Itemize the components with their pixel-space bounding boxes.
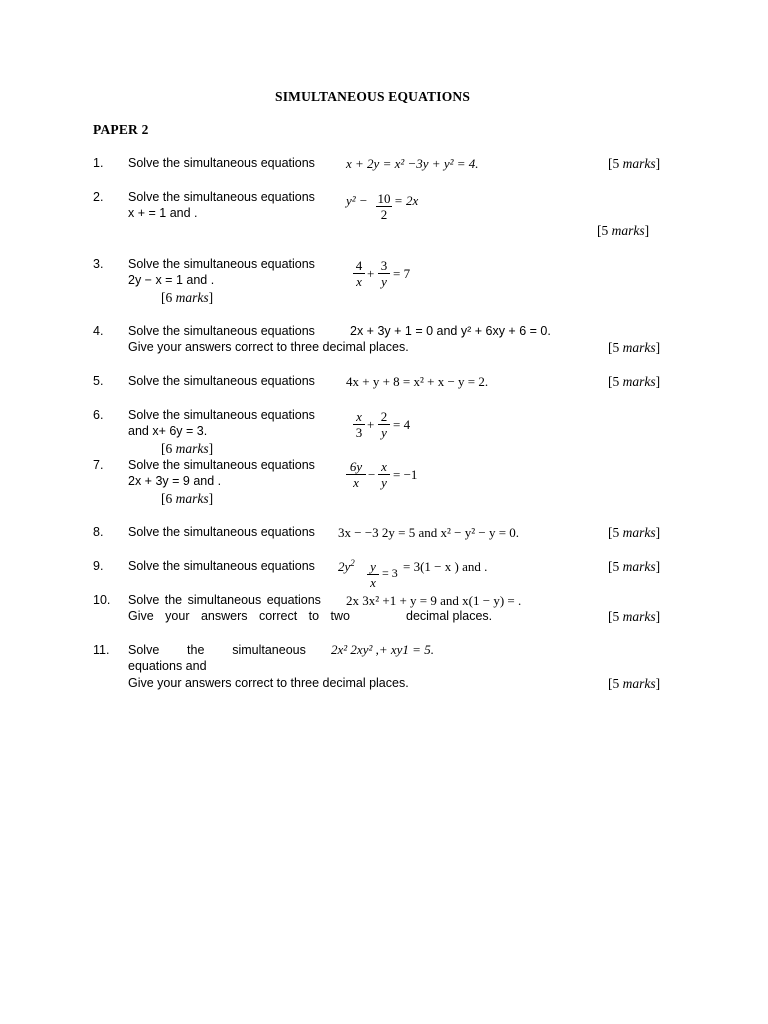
question-number: 7. [93, 458, 104, 472]
equation-fraction: 10 2 [377, 191, 391, 222]
page-title: SIMULTANEOUS EQUATIONS [275, 89, 471, 104]
equation-operator: − [368, 467, 376, 482]
equation-right: = −1 [393, 467, 418, 482]
equation-fraction-a: x 3 [353, 409, 365, 440]
question-text: Solve the simultaneous equations [128, 156, 315, 170]
equation: 4x + y + 8 = x² + x − y = 2. [346, 374, 489, 389]
question-line2: 2x + 3y = 9 and . [128, 474, 222, 488]
equation-left: $2y^2$ [338, 558, 355, 574]
marks-label: [5 marks] [608, 525, 661, 540]
equation-fraction-b: 3 y [378, 258, 390, 289]
question-number: 9. [93, 559, 104, 573]
question-text: Solve the simultaneous equations [128, 257, 315, 271]
marks-label: [5 marks] [608, 156, 661, 171]
equation-fraction-right: = 3 [382, 566, 398, 580]
equation-operator: + [367, 266, 375, 281]
equation-right: = 3(1 − x ) and . [403, 559, 488, 574]
equation-fraction-b: x y [378, 459, 390, 490]
equation-operator: + [367, 417, 375, 432]
question-line2: Give your answers correct to two [128, 609, 351, 623]
equation-right: = 2x [394, 193, 419, 208]
question-number: 8. [93, 525, 104, 539]
equation: 2x² 2xy² ,+ xy1 = 5. [331, 642, 434, 657]
question-line3: Give your answers correct to three decimal places. [128, 676, 409, 690]
question-text: Solve the simultaneous equations [128, 408, 315, 422]
equation: 2x 3x² +1 + y = 9 and x(1 − y) = . [346, 593, 522, 608]
question-text: Solve the simultaneous equations [128, 525, 315, 539]
question-line2: x + = 1 and . [128, 206, 198, 220]
marks-label: [6 marks] [161, 290, 214, 305]
equation-fraction-a: 4 x [353, 258, 365, 289]
paper-heading: PAPER 2 [93, 122, 149, 137]
marks-label: [5 marks] [608, 340, 661, 355]
question-number: 6. [93, 408, 104, 422]
question-line2: Give your answers correct to three decimal places. [128, 340, 409, 354]
marks-label: [5 marks] [608, 559, 661, 574]
question-line2: and x+ 6y = 3. [128, 424, 208, 438]
question-text: Solve the simultaneous equations [128, 593, 321, 607]
marks-label: [6 marks] [161, 491, 214, 506]
question-line2: equations and [128, 659, 207, 673]
question-text: Solve the simultaneous equations [128, 324, 315, 338]
question-text: Solve the simultaneous [128, 643, 306, 657]
question-number: 3. [93, 257, 104, 271]
equation: 3x − −3 2y = 5 and x² − y² − y = 0. [338, 525, 520, 540]
marks-label: [5 marks] [608, 609, 661, 624]
question-text: Solve the simultaneous equations [128, 458, 315, 472]
question-text: Solve the simultaneous equations [128, 190, 315, 204]
question-line2b: decimal places. [406, 609, 493, 623]
equation-fraction-a: 6y x [346, 459, 366, 490]
equation: 2x + 3y + 1 = 0 and y² + 6xy + 6 = 0. [350, 324, 551, 338]
equation-right: = 7 [393, 266, 411, 281]
question-number: 11. [93, 643, 110, 657]
question-number: 4. [93, 324, 104, 338]
question-number: 10. [93, 593, 111, 607]
equation-right: = 4 [393, 417, 411, 432]
question-line2: 2y − x = 1 and . [128, 273, 215, 287]
question-number: 1. [93, 156, 104, 170]
equation: x + 2y = x² −3y + y² = 4. [346, 156, 479, 171]
question-number: 2. [93, 190, 104, 204]
equation-fraction-b: 2 y [378, 409, 390, 440]
question-text: Solve the simultaneous equations [128, 559, 315, 573]
equation-fraction: y x [367, 559, 379, 590]
marks-label: [5 marks] [608, 676, 661, 691]
equation-left: y² − [346, 193, 368, 208]
question-number: 5. [93, 374, 104, 388]
marks-label: [5 marks] [608, 374, 661, 389]
marks-label: [5 marks] [597, 223, 650, 238]
question-text: Solve the simultaneous equations [128, 374, 315, 388]
marks-label: [6 marks] [161, 441, 214, 456]
